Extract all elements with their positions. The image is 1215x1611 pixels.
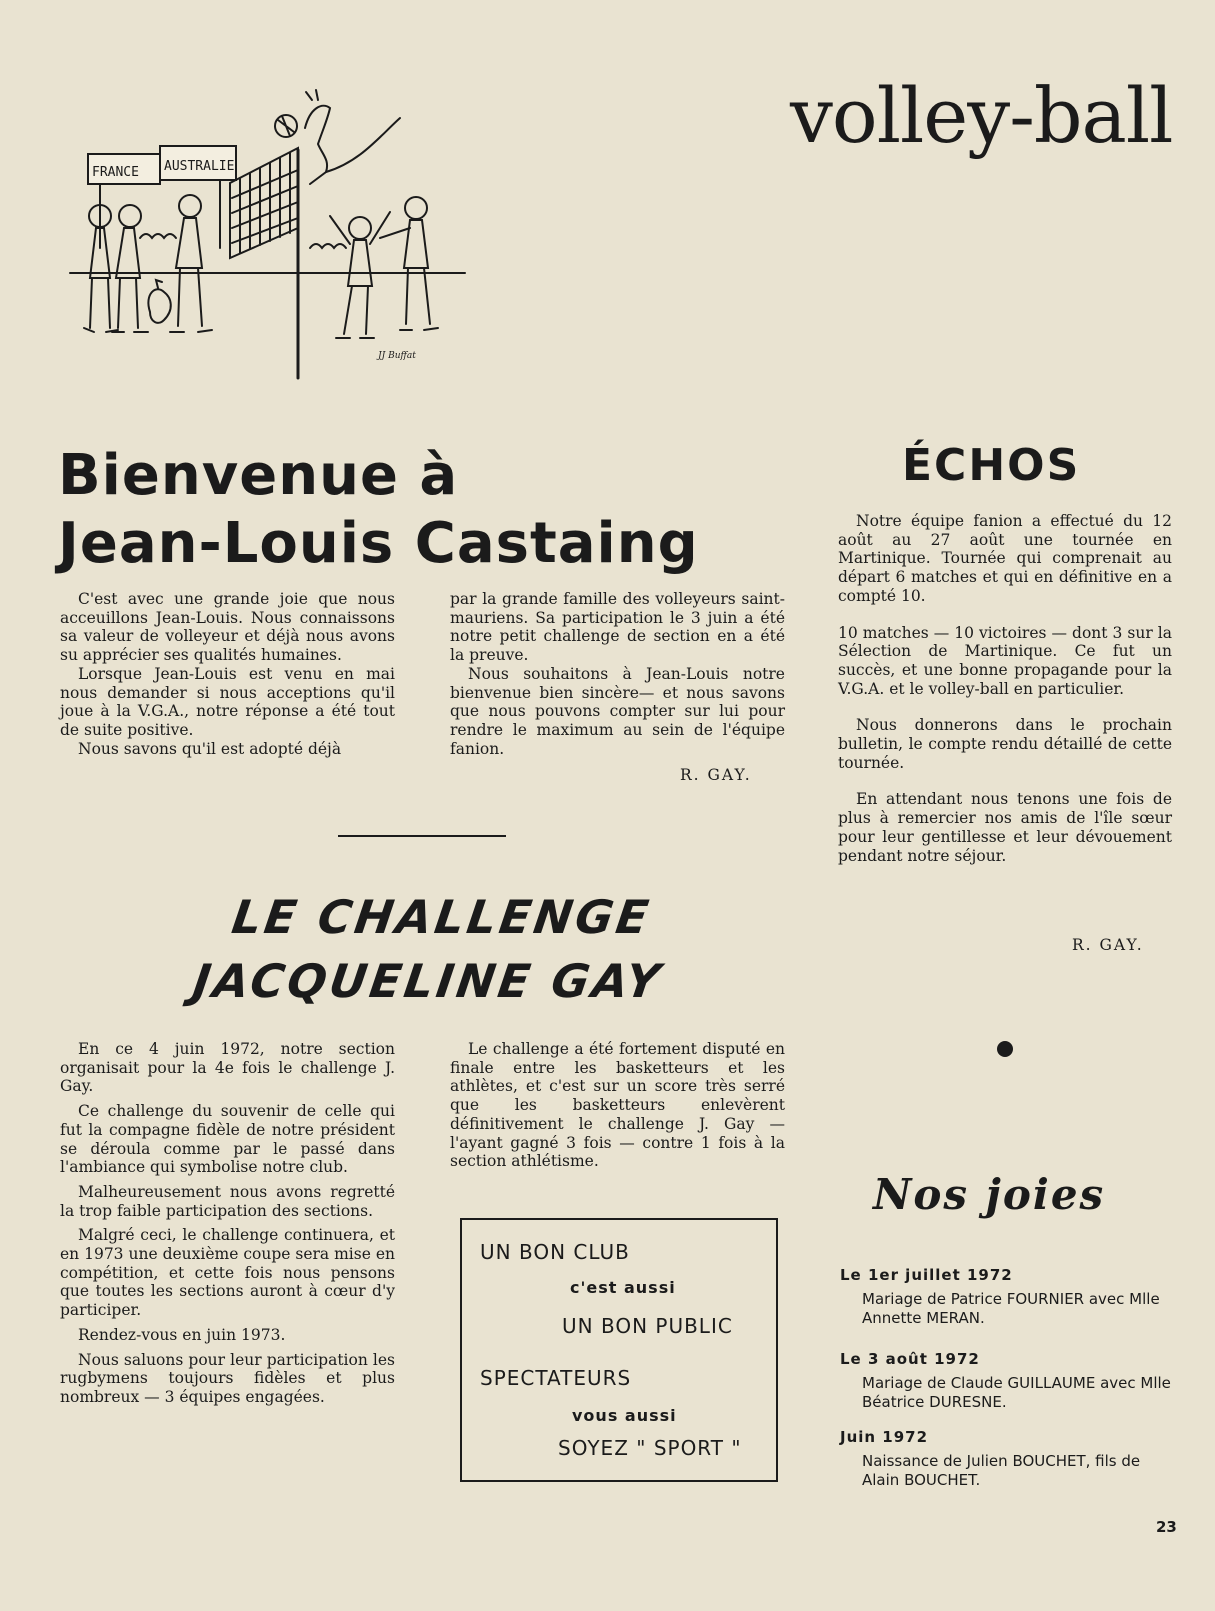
echos-column [838,512,1172,883]
echos-paragraph: 10 matches — 10 victoires — dont 3 sur la Sélection de Martinique. Ce fut un succès, et une bonne propagande pour la V.G.A. et le volley-ball en particulier. [838,623,1172,698]
promo-line: SOYEZ " SPORT " [558,1436,742,1460]
page-number: 23 [1156,1518,1177,1536]
sign-right-label: AUSTRALIE [164,159,235,174]
echos-signature: R. GAY. [1072,936,1144,954]
joie-date: Juin 1972 [840,1428,929,1446]
article-paragraph: par la grande famille des volleyeurs saint-mauriens. Sa participation le 3 juin a été notre petit challenge de section en a été la preuve. [450,590,785,665]
challenge-paragraph: Malheureusement nous avons regretté la trop faible participation des sections. [60,1182,395,1220]
article-signature: R. GAY. [680,766,752,784]
promo-line: SPECTATEURS [480,1366,632,1390]
challenge-paragraph: Nous saluons pour leur participation les rugbymens toujours fidèles et plus nombreux — 3 équipes engagées. [60,1350,395,1406]
challenge-paragraph: Ce challenge du souvenir de celle qui fut la compagne fidèle de notre président se déroula comme par le passé dans l'ambiance qui symbolise notre club. [60,1102,395,1177]
promo-line: c'est aussi [570,1278,676,1297]
echos-paragraph: En attendant nous tenons une fois de plus à remercier nos amis de l'île sœur pour leur gentillesse et leur dévouement pendant notre séjour. [838,790,1172,865]
section-title: volley-ball [790,71,1173,160]
promo-line: UN BON PUBLIC [562,1314,733,1338]
article-column-left [60,590,395,758]
challenge-headline-line-1: LE CHALLENGE [228,890,655,944]
article-paragraph: C'est avec une grande joie que nous acceuillons Jean-Louis. Nous connaissons sa valeur de volleyeur et déjà nous avons su apprécier ses qualités humaines. [60,590,395,665]
article-column-right [450,590,785,758]
echos-paragraph: Notre équipe fanion a effectué du 12 août au 27 août une tournée en Martinique. Tournée qui comprenait au départ 6 matches et qui en définitive en a compté 10. [838,512,1172,605]
article-paragraph: Lorsque Jean-Louis est venu en mai nous demander si nous acceptions qu'il joue à la V.G.A., notre réponse a été tout de suite positive. [60,664,395,739]
challenge-headline [189,885,687,1013]
article-headline [58,442,798,578]
joie-date: Le 3 août 1972 [840,1350,980,1368]
sign-left-label: FRANCE [92,165,139,180]
headline-line-2: Jean-Louis Castaing [58,511,699,576]
challenge-paragraph: En ce 4 juin 1972, notre section organisait pour la 4e fois le challenge J. Gay. [60,1040,395,1096]
promo-line: vous aussi [572,1406,677,1425]
bullet-dot [997,1041,1013,1057]
joie-text: Mariage de Patrice FOURNIER avec Mlle Annette MERAN. [862,1290,1160,1327]
challenge-paragraph: Le challenge a été fortement disputé en finale entre les basketteurs et les athlètes, et c'est sur un score très serré que les basketteurs enlevèrent définitivement le challenge J. Gay — l'ayant gagné 3 fois — contre 1 fois à la section athlétisme. [450,1040,785,1171]
article-paragraph: Nous savons qu'il est adopté déjà [78,739,342,758]
illustrator-signature: JJ Buffat [378,351,416,361]
challenge-headline-line-2: JACQUELINE GAY [189,954,667,1008]
promo-box [460,1218,778,1482]
challenge-column-left [60,1040,395,1413]
joie-text: Naissance de Julien BOUCHET, fils de Alain BOUCHET. [862,1452,1141,1489]
promo-line: UN BON CLUB [480,1240,630,1264]
headline-line-1: Bienvenue à [58,443,459,508]
echos-paragraph: Nous donnerons dans le prochain bulletin, le compte rendu détaillé de cette tournée. [838,716,1172,772]
echos-title: ÉCHOS [902,440,1081,491]
volleyball-cartoon-illustration [60,88,480,388]
challenge-paragraph: Malgré ceci, le challenge continuera, et en 1973 une deuxième coupe sera mise en compétition, et cette fois nous pensons que toutes les sections auront à cœur d'y participer. [60,1226,395,1320]
section-divider [338,835,506,837]
joie-text: Mariage de Claude GUILLAUME avec Mlle Béatrice DURESNE. [862,1374,1171,1411]
challenge-column-right [450,1040,785,1171]
challenge-paragraph: Rendez-vous en juin 1973. [78,1325,286,1344]
article-paragraph: Nous souhaitons à Jean-Louis notre bienvenue bien sincère— et nous savons que nous pouvons compter sur lui pour rendre le maximum au sein de l'équipe fanion. [450,664,785,758]
joies-title: Nos joies [873,1170,1106,1219]
joie-date: Le 1er juillet 1972 [840,1266,1013,1284]
